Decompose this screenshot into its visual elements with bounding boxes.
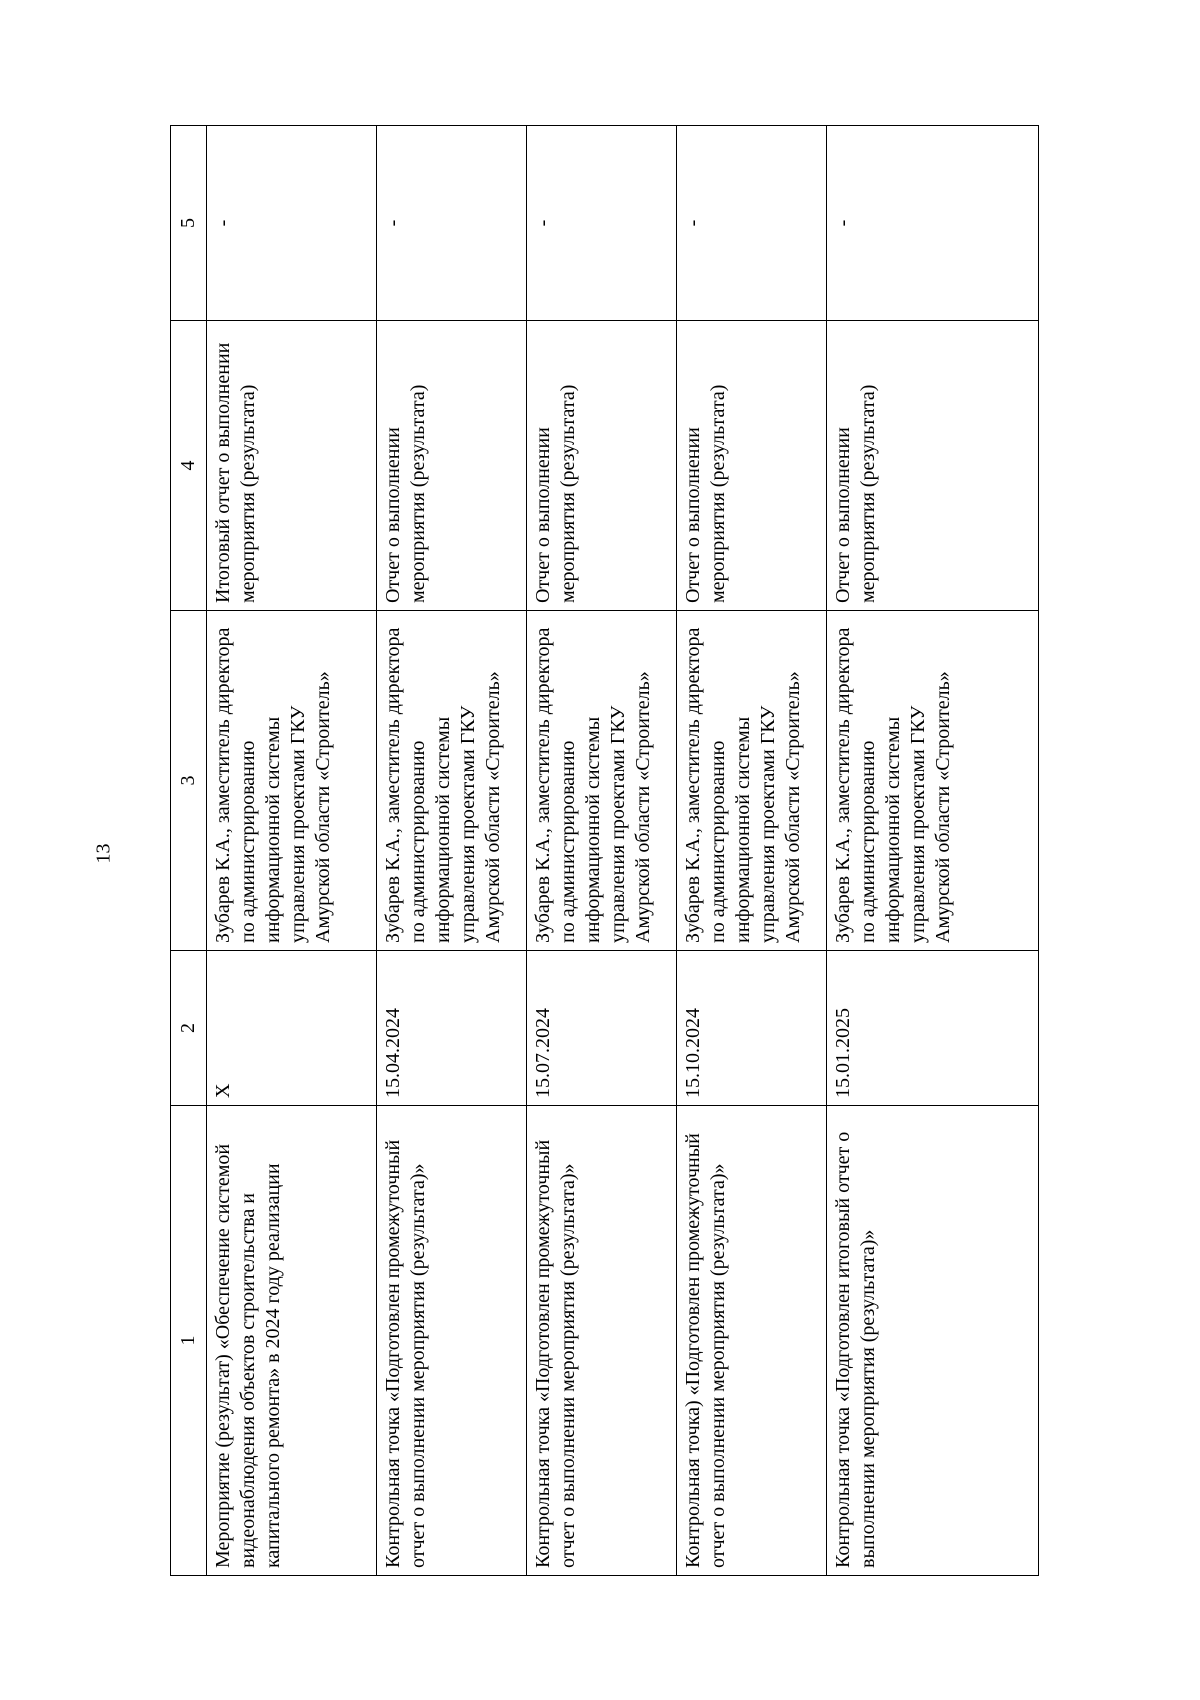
document-cell: Отчет о выполнении мероприятия (результата) xyxy=(527,321,677,611)
column-header-3: 3 xyxy=(171,611,207,951)
document-cell: Итоговый отчет о выполнении мероприятия (результата) xyxy=(207,321,377,611)
date-cell: Х xyxy=(207,951,377,1106)
date-cell: 15.10.2024 xyxy=(677,951,827,1106)
responsible-cell: Зубарев К.А., заместитель директора по администрированию информационной системы управления проектами ГКУ Амурской области «Строитель» xyxy=(207,611,377,951)
info-cell: - xyxy=(827,126,1039,321)
table-row xyxy=(677,126,827,1576)
event-cell: Контрольная точка «Подготовлен промежуточный отчет о выполнении мероприятия (результата)» xyxy=(377,1106,527,1576)
column-header-5: 5 xyxy=(171,126,207,321)
info-cell: - xyxy=(677,126,827,321)
event-cell: Контрольная точка «Подготовлен промежуточный отчет о выполнении мероприятия (результата)» xyxy=(527,1106,677,1576)
page-number: 13 xyxy=(92,843,115,864)
column-header-4: 4 xyxy=(171,321,207,611)
responsible-cell: Зубарев К.А., заместитель директора по администрированию информационной системы управления проектами ГКУ Амурской области «Строитель» xyxy=(377,611,527,951)
table-row xyxy=(827,126,1039,1576)
column-header-1: 1 xyxy=(171,1106,207,1576)
table-header-row xyxy=(171,126,207,1576)
event-cell: Мероприятие (результат) «Обеспечение системой видеонаблюдения объектов строительства и капитального ремонта» в 2024 году реализации xyxy=(207,1106,377,1576)
table-row xyxy=(207,126,377,1576)
info-cell: - xyxy=(527,126,677,321)
table-row xyxy=(527,126,677,1576)
table-row xyxy=(377,126,527,1576)
document-cell: Отчет о выполнении мероприятия (результата) xyxy=(827,321,1039,611)
responsible-cell: Зубарев К.А., заместитель директора по администрированию информационной системы управления проектами ГКУ Амурской области «Строитель» xyxy=(827,611,1039,951)
document-cell: Отчет о выполнении мероприятия (результата) xyxy=(677,321,827,611)
responsible-cell: Зубарев К.А., заместитель директора по администрированию информационной системы управления проектами ГКУ Амурской области «Строитель» xyxy=(527,611,677,951)
date-cell: 15.04.2024 xyxy=(377,951,527,1106)
info-cell: - xyxy=(207,126,377,321)
column-header-2: 2 xyxy=(171,951,207,1106)
events-table xyxy=(170,125,1039,1576)
event-cell: Контрольная точка «Подготовлен итоговый отчет о выполнении мероприятия (результата)» xyxy=(827,1106,1039,1576)
date-cell: 15.07.2024 xyxy=(527,951,677,1106)
document-cell: Отчет о выполнении мероприятия (результата) xyxy=(377,321,527,611)
rotated-table-wrapper xyxy=(170,126,1038,1576)
date-cell: 15.01.2025 xyxy=(827,951,1039,1106)
info-cell: - xyxy=(377,126,527,321)
responsible-cell: Зубарев К.А., заместитель директора по администрированию информационной системы управления проектами ГКУ Амурской области «Строитель» xyxy=(677,611,827,951)
table-container xyxy=(170,126,1038,1576)
event-cell: Контрольная точка) «Подготовлен промежуточный отчет о выполнении мероприятия (результата)» xyxy=(677,1106,827,1576)
